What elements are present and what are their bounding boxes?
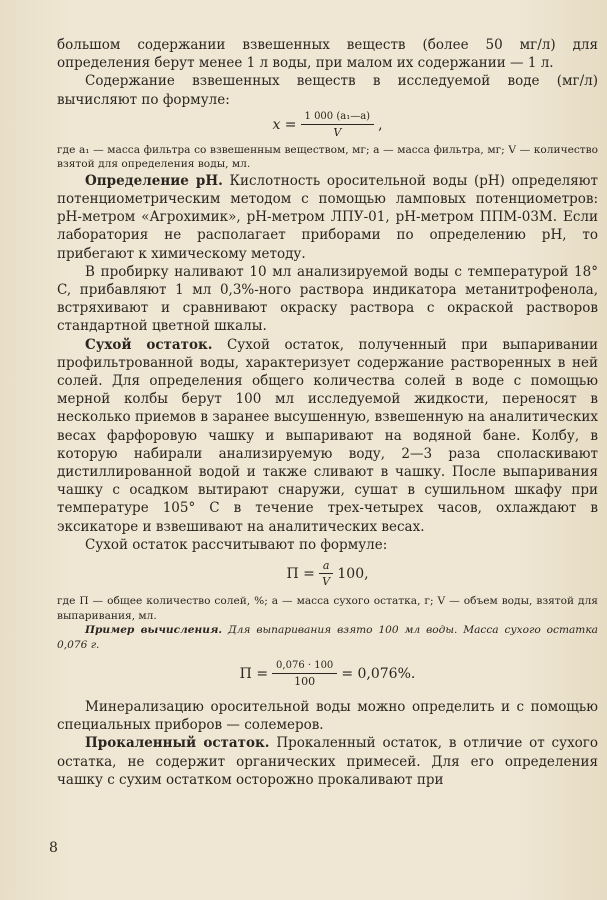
page-number: 8 xyxy=(49,840,58,856)
section-text-ph: Кислотность оросительной воды (pH) определяют потенциометрическим методом с помощью ламповых потенциометров: pH-метром «Агрохимик», pH-метром ЛПУ-01, pH-метром ППМ-03М. Если лаборатория не располагает приборами по определению pH, то прибегают к химическому методу. xyxy=(57,172,599,262)
formula-denominator: V xyxy=(333,125,342,139)
formula-suspended-solids xyxy=(57,111,598,139)
section-text-dry-residue: Сухой остаток, полученный при выпаривании профильтрованной воды, характеризует содержание растворенных в ней солей. Для определения общего количества солей в воде с помощью мерной колбы берут 100 мл исследуемой жидкости, переносят в несколько приемов в заранее высушенную, взвешенную на аналитических весах фарфоровую чашку и выпаривают на водяной бане. Колбу, в которую набирали анализируемую воду, 2—3 раза споласкивают дистиллированной водой и также сливают в чашку. После выпаривания чашку с осадком вытирают снаружи, сушат в сушильном шкафу при температуре 105° C в течение трех-четырех часов, охлаждают в эксикаторе и взвешивают на аналитических весах. xyxy=(57,336,598,535)
paragraph-suspended-solids: Содержание взвешенных веществ в исследуемой воде (мг/л) вычисляют по формуле: xyxy=(57,73,598,108)
formula-dry-residue xyxy=(57,560,598,588)
section-heading-ph: Определение pH. xyxy=(85,172,223,189)
formula-lhs: x = xyxy=(272,116,297,133)
formula-numerator: 1 000 (a₁—a) xyxy=(301,111,375,125)
formula-lhs: П = xyxy=(286,566,315,583)
formula-tail: , xyxy=(378,116,383,133)
formula-fraction xyxy=(319,560,334,588)
formula-denominator: 100 xyxy=(294,675,316,689)
formula-example xyxy=(57,660,598,688)
section-heading-dry-residue: Сухой остаток. xyxy=(85,336,213,353)
formula-numerator: 0,076 · 100 xyxy=(272,660,337,674)
paragraph-test-tube: В пробирку наливают 10 мл анализируемой воды с температурой 18° C, прибавляют 1 мл 0,3%-ного раствора индикатора метанитрофенола, встряхивают и сравнивают окраску раствора с окраской растворов стандартной цветной шкалы. xyxy=(57,263,598,335)
formula-legend: где П — общее количество солей, %; a — масса сухого остатка, г; V — объем воды, взятой для выпаривания, мл. xyxy=(57,595,598,622)
example-heading: Пример вычисления. xyxy=(85,624,223,637)
paragraph-mineralization: Минерализацию оросительной воды можно определить и с помощью специальных приборов — солемеров. xyxy=(57,699,598,734)
formula-legend: где a₁ — масса фильтра со взвешенным веществом, мг; a — масса фильтра, мг; V — количество взятой для определения воды, мл. xyxy=(57,143,598,171)
section-heading-calcined-residue: Прокаленный остаток. xyxy=(85,735,270,752)
formula-tail: 100, xyxy=(337,566,369,583)
formula-fraction xyxy=(272,660,337,688)
formula-lhs: П = xyxy=(239,666,269,683)
formula-denominator: V xyxy=(322,575,331,589)
formula-tail: = 0,076%. xyxy=(341,666,416,683)
section-text-calcined-residue: Прокаленный остаток, в отличие от сухого остатка, не содержит органических примесей. Для его определения чашку с сухим остатком осторожно прокаливают при xyxy=(57,735,599,788)
formula-fraction xyxy=(301,111,375,139)
example xyxy=(57,623,598,652)
paragraph-continuation: большом содержании взвешенных веществ (более 50 мг/л) для определения берут менее 1 л воды, при малом их содержании — 1 л. xyxy=(57,37,598,72)
example-text: Для выпаривания взято 100 мл воды. Масса сухого остатка 0,076 г. xyxy=(57,624,598,651)
section-dry-residue xyxy=(57,336,598,536)
formula-numerator: a xyxy=(319,560,334,574)
paragraph-formula-intro: Сухой остаток рассчитывают по формуле: xyxy=(85,536,388,553)
section-calcined-residue xyxy=(57,734,598,789)
section-ph xyxy=(57,172,598,263)
